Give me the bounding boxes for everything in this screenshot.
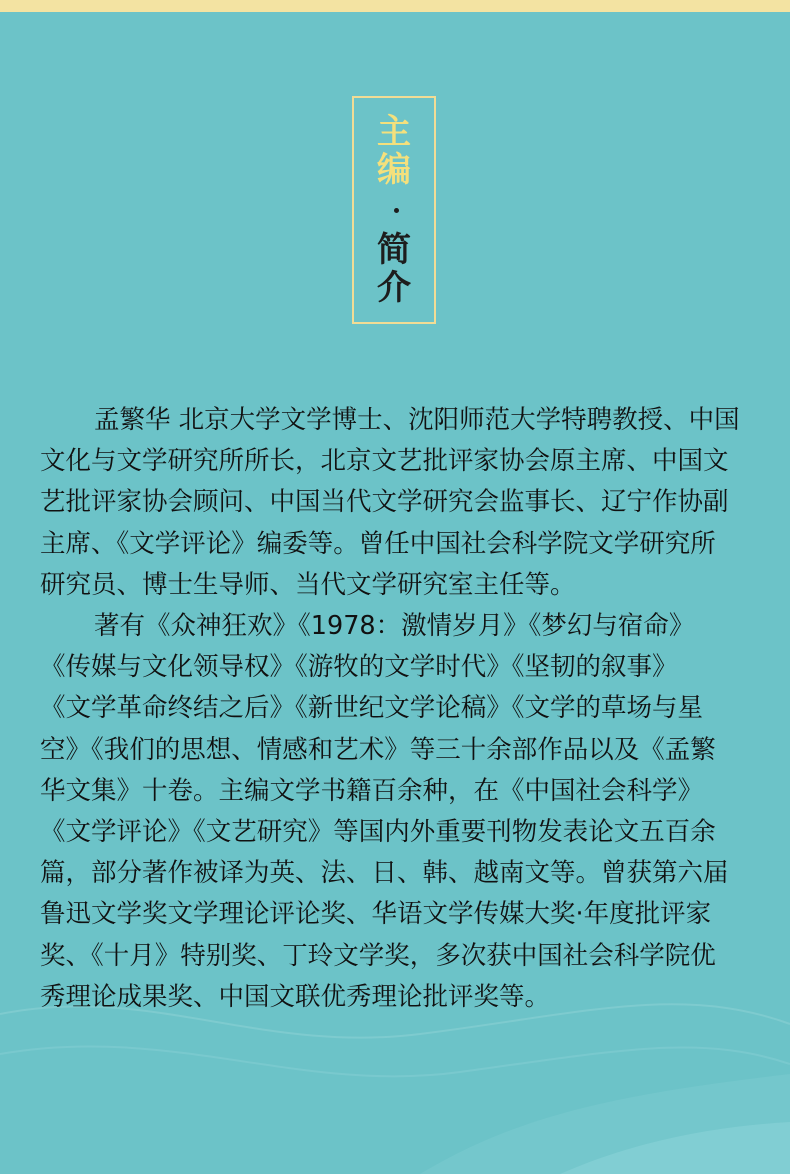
title-separator-dot (394, 208, 399, 213)
bio-paragraph (40, 400, 751, 606)
text-line: 奖、《十月》特别奖、丁玲文学奖，多次获中国社会科学院优 (40, 940, 716, 971)
text-line: 鲁迅文学奖文学理论评论奖、华语文学传媒大奖·年度批评家 (40, 899, 712, 930)
title-char: 简 (377, 230, 411, 270)
title-char: 主 (377, 112, 411, 152)
title-box (352, 96, 436, 324)
body-text (40, 400, 751, 1018)
top-decorative-band (0, 0, 790, 12)
text-line: 著有《众神狂欢》《1978：激情岁月》《梦幻与宿命》 (94, 611, 695, 642)
title-char: 介 (377, 268, 411, 308)
text-line: 《文学革命终结之后》《新世纪文学论稿》《文学的草场与星 (40, 693, 704, 724)
text-line: 《文学评论》《文艺研究》等国内外重要刊物发表论文五百余 (40, 817, 716, 848)
text-line: 研究员、博士生导师、当代文学研究室主任等。 (40, 569, 576, 600)
works-paragraph (40, 606, 751, 1018)
text-line: 篇，部分著作被译为英、法、日、韩、越南文等。曾获第六届 (40, 858, 729, 889)
title-char: 编 (377, 150, 411, 190)
text-line: 华文集》十卷。主编文学书籍百余种，在《中国社会科学》 (40, 775, 704, 806)
text-line: 孟繁华 北京大学文学博士、沈阳师范大学特聘教授、中国 (94, 405, 740, 435)
text-line: 《传媒与文化领导权》《游牧的文学时代》《坚韧的叙事》 (40, 652, 678, 683)
text-line: 主席、《文学评论》编委等。曾任中国社会科学院文学研究所 (40, 528, 716, 559)
text-line: 空》《我们的思想、情感和艺术》等三十余部作品以及《孟繁 (40, 734, 716, 765)
text-line: 艺批评家协会顾问、中国当代文学研究会监事长、辽宁作协副 (40, 487, 729, 518)
text-line: 秀理论成果奖、中国文联优秀理论批评奖等。 (40, 981, 551, 1012)
text-line: 文化与文学研究所所长，北京文艺批评家协会原主席、中国文 (40, 446, 729, 477)
